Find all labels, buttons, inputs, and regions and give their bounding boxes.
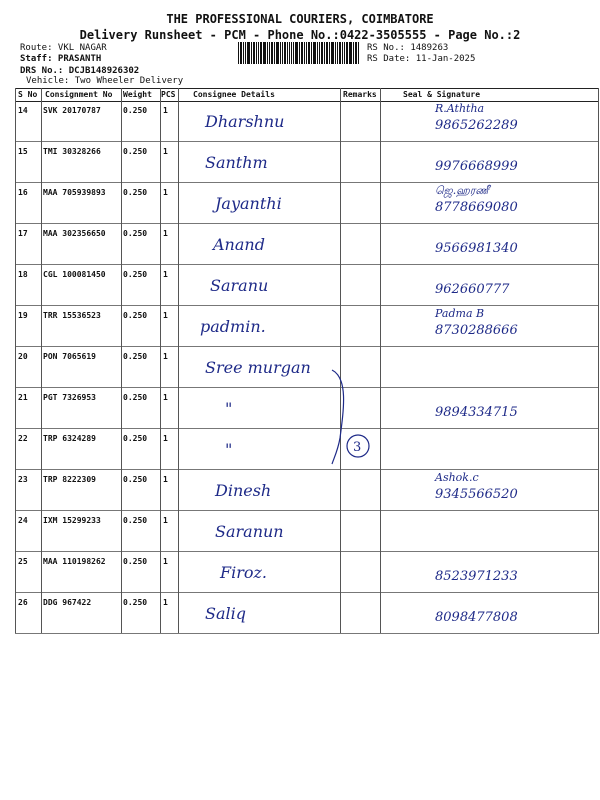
row-sno: 15 (18, 147, 28, 156)
signature-phone: 8523971233 (435, 569, 518, 584)
row-consignment: SVK 20170787 (43, 106, 101, 115)
row-sno: 26 (18, 598, 28, 607)
table-row (15, 428, 599, 470)
row-weight: 0.250 (123, 598, 148, 607)
row-weight: 0.250 (123, 475, 148, 484)
table-row (15, 100, 599, 142)
row-weight: 0.250 (123, 516, 148, 525)
barcode-bar (258, 42, 259, 64)
signature-phone: 9894334715 (435, 405, 518, 420)
col-signature: Seal & Signature (403, 90, 481, 99)
row-consignment: TRP 8222309 (43, 475, 96, 484)
consignee-handwritten-name: Dharshnu (205, 112, 285, 131)
barcode-bar (245, 42, 246, 64)
col-pcs: PCS (161, 90, 176, 99)
signature-phone: 8098477808 (435, 610, 518, 625)
barcode-bar (291, 42, 292, 64)
table-row (15, 551, 599, 593)
barcode-bar (256, 42, 257, 64)
row-weight: 0.250 (123, 434, 148, 443)
column-divider (340, 88, 341, 633)
barcode-bar (304, 42, 305, 64)
column-divider (178, 88, 179, 633)
barcode-bar (260, 42, 262, 64)
barcode-bar (311, 42, 312, 64)
table-row (15, 264, 599, 306)
barcode-bar (274, 42, 275, 64)
barcode-bar (271, 42, 273, 64)
barcode-bar (313, 42, 316, 64)
table-row (15, 141, 599, 183)
row-pcs: 1 (163, 147, 168, 156)
row-sno: 20 (18, 352, 28, 361)
row-weight: 0.250 (123, 270, 148, 279)
column-divider (598, 88, 599, 633)
barcode-bar (331, 42, 334, 64)
drs-number: DRS No.: DCJB148926302 (20, 66, 140, 76)
col-remarks: Remarks (343, 90, 377, 99)
row-consignment: PGT 7326953 (43, 393, 96, 402)
consignee-handwritten-name: Sree murgan (205, 358, 311, 377)
signature-mark: Padma B (435, 307, 485, 320)
signature-phone: 9976668999 (435, 159, 518, 174)
row-sno: 21 (18, 393, 28, 402)
consignee-handwritten-name: Firoz. (220, 563, 268, 582)
barcode-bar (319, 42, 320, 64)
col-weight: Weight (123, 90, 152, 99)
table-row (15, 510, 599, 552)
signature-phone: 962660777 (435, 282, 510, 297)
barcode-bar (344, 42, 345, 64)
barcode-bar (267, 42, 268, 64)
barcode-bar (293, 42, 294, 64)
barcode-bar (321, 42, 323, 64)
table-row (15, 182, 599, 224)
barcode-bar (287, 42, 288, 64)
signature-mark: R.Aththa (435, 102, 485, 115)
barcode-bar (337, 42, 338, 64)
consignee-handwritten-name: Anand (213, 235, 265, 254)
row-weight: 0.250 (123, 352, 148, 361)
row-consignment: MAA 705939893 (43, 188, 106, 197)
barcode-bar (238, 42, 239, 64)
column-divider (380, 88, 381, 633)
row-consignment: PON 7065619 (43, 352, 96, 361)
row-pcs: 1 (163, 557, 168, 566)
row-sno: 25 (18, 557, 28, 566)
row-weight: 0.250 (123, 393, 148, 402)
barcode-bar (358, 42, 359, 64)
barcode-bar (251, 42, 252, 64)
row-consignment: TRP 6324289 (43, 434, 96, 443)
table-row (15, 469, 599, 511)
row-sno: 14 (18, 106, 28, 115)
barcode-bar (355, 42, 357, 64)
rs-date: RS Date: 11-Jan-2025 (367, 54, 476, 64)
consignee-handwritten-name: Jayanthi (215, 194, 282, 213)
runsheet-table (15, 88, 599, 636)
col-consignee: Consignee Details (193, 90, 275, 99)
table-row (15, 305, 599, 347)
row-consignment: MAA 302356650 (43, 229, 106, 238)
row-weight: 0.250 (123, 229, 148, 238)
signature-mark: Ashok.c (435, 471, 479, 484)
barcode-bar (342, 42, 343, 64)
row-pcs: 1 (163, 516, 168, 525)
barcode-bar (329, 42, 330, 64)
row-consignment: DDG 967422 (43, 598, 92, 607)
row-sno: 24 (18, 516, 28, 525)
signature-phone: 9865262289 (435, 118, 518, 133)
bracket-annotation (330, 368, 380, 468)
bracket-count: 3 (353, 440, 362, 455)
barcode-bar (289, 42, 291, 64)
barcode-bar (346, 42, 348, 64)
company-title: THE PROFESSIONAL COURIERS, COIMBATORE (166, 12, 434, 26)
signature-phone: 9566981340 (435, 241, 518, 256)
consignee-handwritten-name: " (225, 440, 233, 459)
row-sno: 22 (18, 434, 28, 443)
signature-phone: 9345566520 (435, 487, 518, 502)
consignee-handwritten-name: Dinesh (215, 481, 272, 500)
column-divider (15, 88, 16, 633)
row-pcs: 1 (163, 475, 168, 484)
barcode-bar (276, 42, 279, 64)
row-weight: 0.250 (123, 147, 148, 156)
row-sno: 17 (18, 229, 28, 238)
row-weight: 0.250 (123, 557, 148, 566)
route-label: Route: VKL NAGAR (20, 43, 107, 53)
row-pcs: 1 (163, 393, 168, 402)
column-divider (160, 88, 161, 633)
barcode-bar (247, 42, 250, 64)
consignee-handwritten-name: Saranu (210, 276, 269, 295)
barcode-bar (335, 42, 336, 64)
barcode-bar (280, 42, 281, 64)
row-consignment: TMI 30328266 (43, 147, 101, 156)
table-row (15, 223, 599, 265)
barcode-bar (301, 42, 303, 64)
barcode-bar (253, 42, 255, 64)
staff-label: Staff: PRASANTH (20, 54, 102, 64)
consignee-handwritten-name: Santhm (205, 153, 268, 172)
runsheet-subtitle: Delivery Runsheet - PCM - Phone No.:0422-3505555 - Page No.:2 (79, 28, 521, 42)
signature-mark: ஜெ.ஹரணீ (435, 184, 489, 197)
rs-number: RS No.: 1489263 (367, 43, 449, 53)
row-pcs: 1 (163, 229, 168, 238)
row-consignment: IXM 15299233 (43, 516, 101, 525)
consignee-handwritten-name: Saliq (205, 604, 246, 623)
table-row (15, 592, 599, 634)
col-consignment: Consignment No (45, 90, 113, 99)
barcode-bar (243, 42, 244, 64)
barcode-bar (284, 42, 286, 64)
barcode-bar (306, 42, 307, 64)
barcode-bar (308, 42, 310, 64)
signature-phone: 8778669080 (435, 200, 518, 215)
col-sno: S No (18, 90, 38, 99)
row-sno: 23 (18, 475, 28, 484)
table-row (15, 346, 599, 388)
row-pcs: 1 (163, 598, 168, 607)
barcode-bar (324, 42, 325, 64)
column-divider (121, 88, 122, 633)
row-weight: 0.250 (123, 188, 148, 197)
signature-phone: 8730288666 (435, 323, 518, 338)
row-consignment: MAA 110198262 (43, 557, 106, 566)
consignee-handwritten-name: padmin. (200, 317, 266, 336)
consignee-handwritten-name: " (225, 399, 233, 418)
barcode-bar (317, 42, 318, 64)
row-pcs: 1 (163, 434, 168, 443)
row-consignment: TRR 15536523 (43, 311, 101, 320)
barcode-bar (299, 42, 300, 64)
barcode-bar (339, 42, 341, 64)
row-pcs: 1 (163, 352, 168, 361)
vehicle-label: Vehicle: Two Wheeler Delivery (26, 76, 184, 86)
row-pcs: 1 (163, 270, 168, 279)
row-sno: 18 (18, 270, 28, 279)
barcode-bar (349, 42, 352, 64)
table-row (15, 387, 599, 429)
barcode (238, 42, 360, 64)
row-sno: 19 (18, 311, 28, 320)
barcode-bar (295, 42, 298, 64)
row-weight: 0.250 (123, 106, 148, 115)
row-weight: 0.250 (123, 311, 148, 320)
consignee-handwritten-name: Saranun (215, 522, 284, 541)
row-pcs: 1 (163, 106, 168, 115)
barcode-bar (240, 42, 242, 64)
column-divider (41, 88, 42, 633)
row-sno: 16 (18, 188, 28, 197)
barcode-bar (269, 42, 270, 64)
barcode-bar (326, 42, 328, 64)
barcode-bar (263, 42, 266, 64)
barcode-bar (282, 42, 283, 64)
row-pcs: 1 (163, 311, 168, 320)
barcode-bar (353, 42, 354, 64)
row-pcs: 1 (163, 188, 168, 197)
row-consignment: CGL 100081450 (43, 270, 106, 279)
